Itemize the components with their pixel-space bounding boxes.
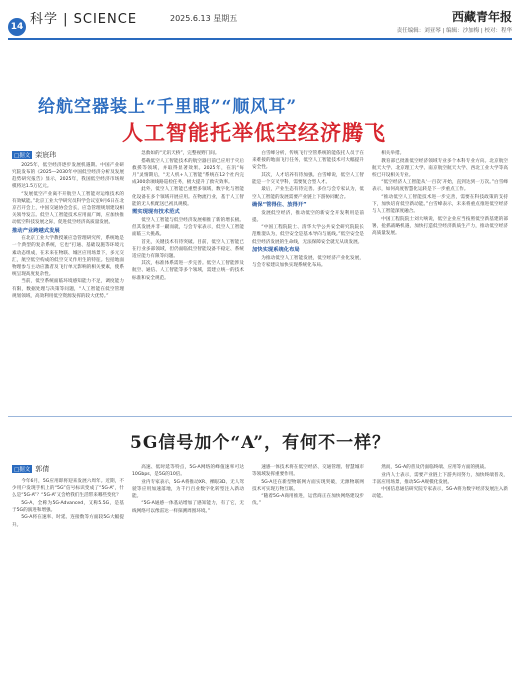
editor-credits: 责任编辑：刘亚琴 | 编辑：沙加梅 | 校对：程华 — [396, 28, 512, 34]
article2-column-3 — [252, 464, 364, 694]
paragraph: “中国工程院院士、清华大学公共安全研究院院长范维澄认为，低空安全是基本导向与底线。”低空安全是低空经济发展的生命线，无法保障安全就无从谈发展。 — [252, 225, 364, 245]
article1-column-1 — [12, 162, 124, 412]
paragraph: 速感一体技术将在低空经济、交通管理、智慧城市等领域发挥重要作用。 — [252, 465, 364, 478]
article1-byline — [12, 150, 56, 160]
paragraph: 在北京工业大学教授兼应急管理研究所，系统地是一个典型的复杂系统，它也“打通、基础设施等环境元素动态组成，在未来在物联、城区应用场景下，多元交汇，航空低空构成的低空交叉作用生的特征。包括地面物理参与主动应激者及飞行单元影响的相关要素，使系统呈现高度复杂性。 — [12, 236, 124, 277]
paragraph: 低空人工智能与低空经济发展相推了新的增长极。但其发展并非一蹴而就，与会专家表示，低空人工智能面临三大挑战。 — [132, 217, 244, 237]
article1-author: 栾宸玮 — [35, 151, 57, 159]
article1-column-4 — [372, 150, 508, 412]
page-number-badge: 14 — [8, 18, 26, 36]
newspaper-name: 西藏青年报 — [451, 10, 512, 24]
paragraph: 中国信息通信研究院专家表示，5G-A将为数字经济发展注入新动能。 — [372, 487, 508, 500]
article1-byline-tag: □据文 — [14, 153, 31, 159]
header-divider — [8, 38, 512, 40]
article1-headline-main: 人工智能托举低空经济腾飞 — [122, 120, 386, 145]
subheading: 加快实现系统化布局 — [252, 247, 300, 254]
paragraph: 业内人士表示，需要产业链上下游共同努力，加快终端普及，丰富应用场景，推动5G-A规模化发展。 — [372, 472, 508, 485]
article2-column-4 — [372, 464, 508, 694]
article1-headline-top: 给航空器装上“千里眼”“顺风耳” — [38, 97, 298, 117]
article1-column-2 — [132, 150, 244, 412]
paragraph: 白雪峰分析，传统飞行空管系统的能依托人员于在来难接的地面飞行任务，低空人工智能技术可大幅提升安全性。 — [252, 151, 364, 171]
paragraph: 5G-A，全称为5G-Advanced，又称5.5G，是基于5G的演进和增强。 — [12, 500, 124, 513]
article2-column-2 — [132, 464, 244, 694]
paragraph: 然而，5G-A的普及仍面临终端、应用等方面的挑战。 — [381, 465, 489, 470]
page-header — [0, 0, 520, 44]
paragraph: 今年6月，5G应用即将迎来发展六周年。近期，不少用户发现手机上的“5G”信号标识变成了“5G-A”，什么是“5G-A”？“5G-A”又会给我们生活带来哪些变化？ — [12, 479, 124, 499]
subheading: 需实现现有技术范式 — [132, 209, 180, 216]
paragraph: 其次，人才培养有待加强。白雪峰说，低空人工智能是一个交叉学科，需要复合型人才。 — [252, 172, 364, 185]
paragraph: 教育部已批准低空经济领域专业多个本科专业方向。北京航空航天大学、北京理工大学、南京航空航天大学、西北工业大学等高校已开设相关专业。 — [372, 158, 508, 178]
paragraph: 5G-A将在速率、时延、连接数等方面较5G大幅提升。 — [12, 515, 124, 528]
article-divider — [8, 416, 512, 417]
subheading: 确保“管得住、放得开” — [252, 202, 307, 209]
paragraph: “推动低空人工智能技术进一步完善，需要在科技政策的支持下，加快培育低空新动能。”白雪峰表示，未来将重点推进低空经济与人工智能深度融合。 — [372, 195, 508, 215]
paragraph: 当前，低空系统面临环境感知能力不足，调度能力有限，数据处理与决策等问题，“人工智能在低空管理规划领域，高效利用低空资源发挥的较大优势。” — [12, 279, 124, 299]
paragraph: 其次，标准体系需进一步完善。低空人工智能涉及航空、通信、人工智能等多个领域，需建立统一的技术标准和安全规范。 — [132, 261, 244, 281]
paragraph: 为推动低空人工智能发展，低空经济产业化发展，与会专家建议加快实现系统化布局。 — [252, 255, 364, 268]
paragraph: “随着5G-A商用推进，运营商正在加快网络建设步伐。” — [252, 494, 364, 507]
paragraph: 搭载低空人工智能技术的航空器目前已应用于灾后救援等领域，并取得显著效果。2025年，在汛“每月”灵情期后，“无人机+人工智能”系统在12个社内完成300余项线路巡检任务，极大提升了救灾效率。 — [132, 158, 244, 185]
article2-byline — [12, 464, 49, 474]
paragraph: “5G-A通感一体基站增加了感知能力，有了它，无线网络可以像雷达一样探测周围环境。” — [132, 501, 244, 514]
paragraph: 此外，低空人工智能已重塑多领域，数字化与智能化设备在多个领域开展应用。在物流行业，基于人工智能的无人机配送已初具规模。 — [132, 187, 244, 207]
paragraph: 发展低空经济，推动低空的新安全开发利用是前提。 — [252, 210, 364, 223]
paragraph: 业内专家表示，5G-A将推动XR、裸眼3D、无人驾驶等应用加速落地，为千行百业数字化转型注入新动能。 — [132, 479, 244, 499]
issue-date: 2025.6.13 星期五 — [170, 14, 238, 23]
subheading: 推动产业跨越式发展 — [12, 227, 60, 234]
paragraph: 2025年，低空经济逐步发展机遇期。中国产业研究院发布的《2025—2030年中国低空经济分析及发展趋势研究报告》显示，2025年，我国低空经济市场规模将达1.5万亿元。 — [12, 163, 124, 190]
paragraph: “发展低空产业离不开航空人工智能对运维技术的有效赋能。”北京工业大学研究员科学会议室9月6日在北京召开会上，中国交通协会会长，应急管理规划建设相关领导发言。低空人工智能技术应用面广阔，应加快推动低空科技发展之际，促进低空经济高质量发展。 — [12, 191, 124, 226]
article1-column-3 — [252, 150, 364, 412]
paragraph: 高速、低时延等特点，5G-A网络的峰值速率可达10Gbps，是5G的10倍。 — [132, 465, 244, 478]
article2-author: 郭倩 — [35, 465, 50, 473]
paragraph: 急救如的“无讯天桥”，完整视野门间。 — [141, 151, 220, 156]
article2-byline-tag: □据文 — [14, 467, 31, 473]
section-title: 科学 | SCIENCE — [30, 12, 138, 27]
paragraph: “低空经济人工智能从‘一百次’开始，直到达到一万次。”白雪峰表示，如何高度智慧化运转是下一步重点工作。 — [372, 180, 508, 193]
paragraph: 最后，产业生态有待完善。多位与会专家认为，低空人工智能的发展需要产业链上下游协同配合。 — [252, 187, 364, 200]
article2-headline: 5G信号加个“A”，有何不一样？ — [130, 433, 391, 453]
paragraph: 中国工程院院士刘大响说，低空企业应当按照低空新基建的部署，抢抓战略机遇，加快打造低空经济新质生产力，推动低空经济高质量发展。 — [372, 216, 508, 237]
paragraph: 相关举措。 — [381, 151, 405, 156]
article2-column-1 — [12, 478, 124, 694]
paragraph: 首先，关键技术有待突破。目前，低空人工智能已在行业多部领域，但仍面临低空智能设备不稳定、系统适应能力有限等问题。 — [132, 239, 244, 259]
paragraph: 5G-A还在新型物联网方面实现突破，无源物联网技术可实现万物互联。 — [252, 479, 364, 492]
